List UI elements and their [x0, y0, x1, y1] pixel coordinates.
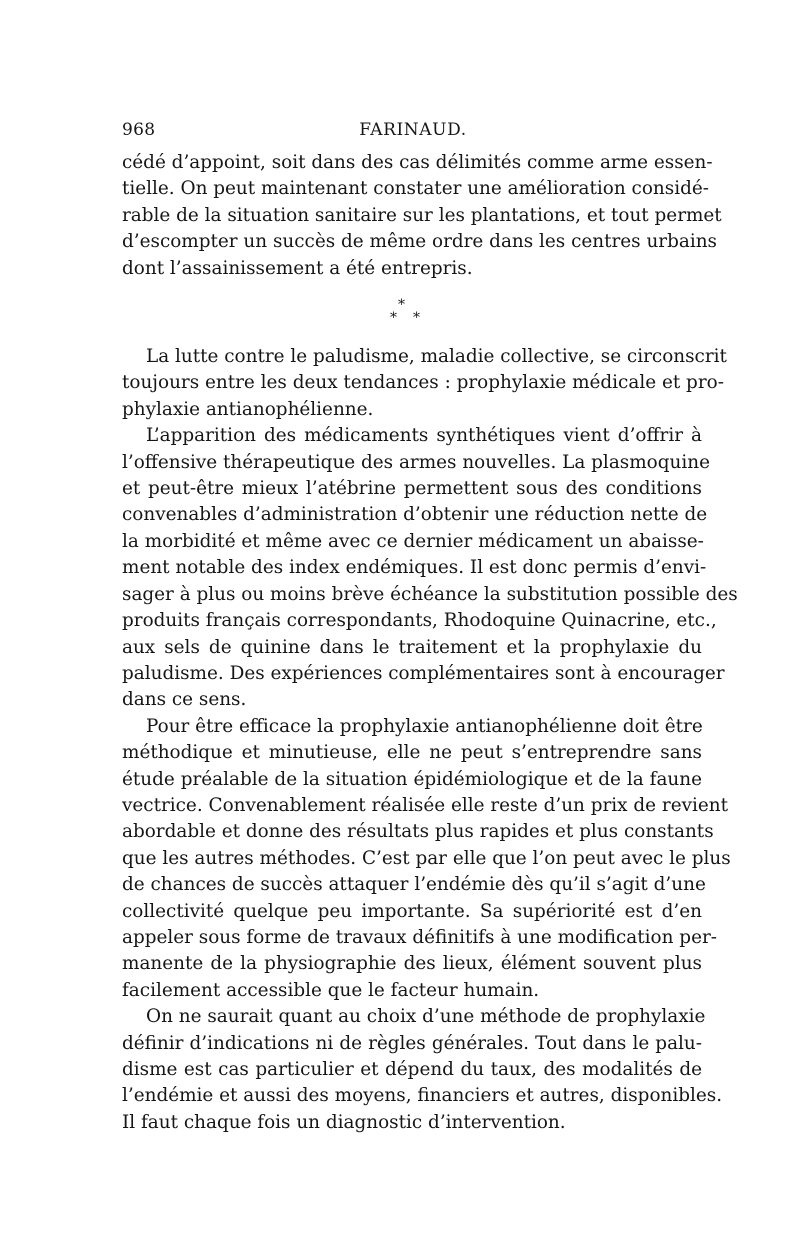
text-line: sager à plus ou moins brève échéance la substitution possible des	[122, 583, 738, 605]
text-line: convenables d’administration d’obtenir une réduction nette de	[122, 504, 708, 526]
text-line: L’apparition des médicaments synthétiques vient d’offrir à	[146, 425, 702, 447]
text-line: ment notable des index endémiques. Il est donc permis d’envi-	[122, 557, 707, 579]
text-line: disme est cas particulier et dépend du taux, des modalités de	[122, 1059, 702, 1080]
text-line: Il faut chaque fois un diagnostic d’intervention.	[122, 1111, 566, 1133]
text-line: que les autres méthodes. C’est par elle que l’on peut avec le plus	[122, 847, 731, 869]
text-line: méthodique et minutieuse, elle ne peut s’entreprendre sans	[122, 742, 702, 764]
section-break-asterism	[122, 282, 702, 344]
text-line: dont l’assainissement a été entrepris.	[122, 257, 473, 279]
body-text	[122, 150, 738, 1136]
text-line: On ne saurait quant au choix d’une méthode de prophylaxie	[146, 1006, 706, 1028]
text-line: tielle. On peut maintenant constater une amélioration considé-	[122, 178, 709, 200]
text-line: vectrice. Convenablement réalisée elle reste d’un prix de revient	[122, 794, 728, 816]
asterism-star: *	[390, 310, 397, 327]
paragraph-3	[122, 423, 738, 713]
asterism-star: *	[398, 297, 405, 314]
text-line: dans ce sens.	[122, 689, 247, 711]
text-line: définir d’indications ni de règles générales. Tout dans le palu-	[122, 1032, 702, 1054]
paragraph-4	[122, 714, 731, 1004]
text-line: rable de la situation sanitaire sur les plantations, et tout permet	[122, 204, 722, 226]
text-line: collectivité quelque peu importante. Sa supériorité est d’en	[122, 900, 702, 922]
paragraph-5	[122, 1004, 723, 1136]
paragraph-1	[122, 150, 722, 282]
paragraph-2	[122, 344, 727, 423]
text-line: La lutte contre le paludisme, maladie collective, se circonscrit	[146, 346, 727, 368]
text-line: l’offensive thérapeutique des armes nouvelles. La plasmoquine	[122, 451, 710, 473]
text-line: manente de la physiographie des lieux, élément souvent plus	[122, 953, 702, 975]
text-line: produits français correspondants, Rhodoquine Quinacrine, etc.,	[122, 610, 717, 632]
running-head: FARINAUD.	[359, 120, 467, 140]
text-line: cédé d’appoint, soit dans des cas délimités comme arme essen-	[122, 152, 713, 173]
page-number: 968	[122, 120, 156, 140]
text-line: facilement accessible que le facteur humain.	[122, 979, 540, 1001]
text-line: et peut-être mieux l’atébrine permettent sous des conditions	[122, 478, 702, 500]
text-line: d’escompter un succès de même ordre dans les centres urbains	[122, 231, 717, 253]
text-line: abordable et donne des résultats plus rapides et plus constants	[122, 821, 714, 843]
text-line: la morbidité et même avec ce dernier médicament un abaisse-	[122, 530, 704, 552]
text-line: appeler sous forme de travaux définitifs à une modification per-	[122, 926, 717, 948]
text-line: phylaxie antianophélienne.	[122, 398, 374, 420]
text-line: toujours entre les deux tendances : prophylaxie médicale et pro-	[122, 372, 724, 394]
asterism-star: *	[413, 310, 420, 327]
page-header	[122, 120, 704, 142]
text-line: aux sels de quinine dans le traitement et la prophylaxie du	[122, 636, 702, 658]
text-line: paludisme. Des expériences complémentaires sont à encourager	[122, 662, 725, 684]
text-line: étude préalable de la situation épidémiologique et de la faune	[122, 768, 702, 790]
text-line: de chances de succès attaquer l’endémie dès qu’il s’agit d’une	[122, 874, 706, 896]
text-line: Pour être efficace la prophylaxie antianophélienne doit être	[146, 715, 703, 737]
text-line: l’endémie et aussi des moyens, financiers et autres, disponibles.	[122, 1085, 723, 1107]
